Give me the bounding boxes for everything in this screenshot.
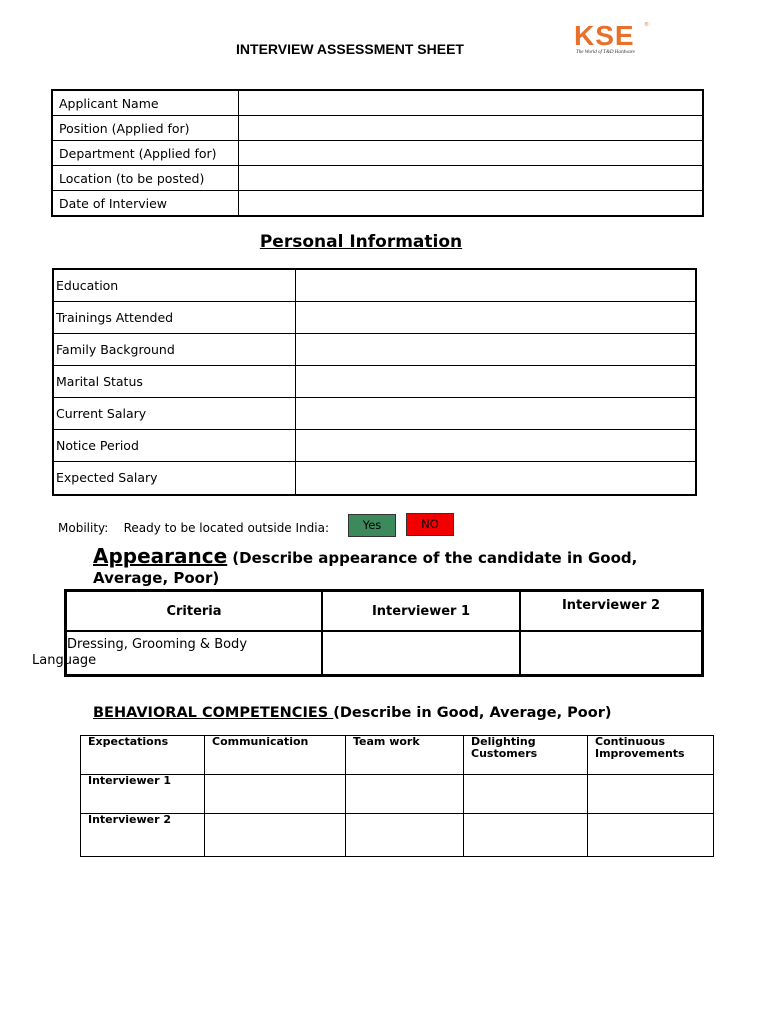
table-row <box>66 631 703 675</box>
behavioral-competencies-table <box>80 735 714 857</box>
interviewer-1-header: Interviewer 1 <box>322 591 520 632</box>
communication-interviewer-2-field[interactable] <box>205 814 346 857</box>
mobility-question-text: Ready to be located outside India: <box>123 521 329 535</box>
table-row <box>53 301 696 333</box>
criteria-header: Criteria <box>66 591 323 632</box>
table-row <box>53 269 696 301</box>
continuous-improvements-header: Continuous Improvements <box>588 736 714 775</box>
current-salary-label: Current Salary <box>53 397 296 429</box>
delighting-customers-interviewer-2-field[interactable] <box>464 814 588 857</box>
table-header-row <box>81 736 714 775</box>
expectations-header: Expectations <box>81 736 205 775</box>
family-background-field[interactable] <box>296 333 697 365</box>
table-row <box>53 333 696 365</box>
notice-period-field[interactable] <box>296 429 697 461</box>
appearance-heading <box>93 546 713 588</box>
interviewer-2-row-label: Interviewer 2 <box>81 814 205 857</box>
mobility-label: Mobility: <box>58 521 109 535</box>
appearance-instruction: (Describe appearance of the candidate in Good, Average, Poor) <box>93 549 638 587</box>
registered-mark: ® <box>644 22 649 28</box>
table-row <box>81 814 714 857</box>
date-of-interview-field[interactable] <box>239 191 704 217</box>
table-row <box>53 365 696 397</box>
appearance-title: Appearance <box>93 544 228 568</box>
table-row <box>52 141 703 166</box>
position-field[interactable] <box>239 116 704 141</box>
behavioral-heading <box>93 705 612 721</box>
criteria-line-1: Dressing, Grooming & Body <box>67 637 248 652</box>
location-field[interactable] <box>239 166 704 191</box>
expected-salary-label: Expected Salary <box>53 461 296 495</box>
yes-button[interactable]: Yes <box>348 514 396 537</box>
appearance-interviewer-1-field[interactable] <box>322 631 520 675</box>
current-salary-field[interactable] <box>296 397 697 429</box>
behavioral-title: BEHAVIORAL COMPETENCIES <box>93 705 329 721</box>
education-label: Education <box>53 269 296 301</box>
personal-information-heading: Personal Information <box>259 232 463 252</box>
date-of-interview-label: Date of Interview <box>52 191 239 217</box>
marital-status-field[interactable] <box>296 365 697 397</box>
table-row <box>53 397 696 429</box>
position-label: Position (Applied for) <box>52 116 239 141</box>
behavioral-instruction: (Describe in Good, Average, Poor) <box>333 705 612 721</box>
table-row <box>52 90 703 116</box>
table-row <box>52 116 703 141</box>
table-header-row <box>66 591 703 632</box>
kse-logo <box>574 22 652 58</box>
page-title: INTERVIEW ASSESSMENT SHEET <box>236 41 464 57</box>
delighting-customers-interviewer-1-field[interactable] <box>464 775 588 814</box>
dressing-grooming-label <box>32 631 323 675</box>
table-row <box>52 166 703 191</box>
team-work-interviewer-2-field[interactable] <box>346 814 464 857</box>
trainings-label: Trainings Attended <box>53 301 296 333</box>
criteria-line-2: Language <box>32 653 97 668</box>
notice-period-label: Notice Period <box>53 429 296 461</box>
marital-status-label: Marital Status <box>53 365 296 397</box>
applicant-details-table <box>51 89 704 217</box>
family-background-label: Family Background <box>53 333 296 365</box>
department-field[interactable] <box>239 141 704 166</box>
department-label: Department (Applied for) <box>52 141 239 166</box>
education-field[interactable] <box>296 269 697 301</box>
personal-information-table <box>52 268 697 496</box>
location-label: Location (to be posted) <box>52 166 239 191</box>
interviewer-2-header: Interviewer 2 <box>520 591 703 632</box>
expected-salary-field[interactable] <box>296 461 697 495</box>
applicant-name-field[interactable] <box>239 90 704 116</box>
logo-brand: KSE <box>574 20 635 51</box>
no-button[interactable]: NO <box>406 513 454 536</box>
continuous-improvements-interviewer-1-field[interactable] <box>588 775 714 814</box>
team-work-interviewer-1-field[interactable] <box>346 775 464 814</box>
mobility-question <box>58 521 329 535</box>
appearance-interviewer-2-field[interactable] <box>520 631 703 675</box>
trainings-field[interactable] <box>296 301 697 333</box>
appearance-table <box>32 589 704 677</box>
interviewer-1-row-label: Interviewer 1 <box>81 775 205 814</box>
applicant-name-label: Applicant Name <box>52 90 239 116</box>
table-row <box>53 429 696 461</box>
table-row <box>52 191 703 217</box>
delighting-customers-header: Delighting Customers <box>464 736 588 775</box>
table-row <box>53 461 696 495</box>
communication-interviewer-1-field[interactable] <box>205 775 346 814</box>
table-row <box>81 775 714 814</box>
logo-tagline: The World of T&D Hardware <box>576 50 635 55</box>
team-work-header: Team work <box>346 736 464 775</box>
communication-header: Communication <box>205 736 346 775</box>
continuous-improvements-interviewer-2-field[interactable] <box>588 814 714 857</box>
